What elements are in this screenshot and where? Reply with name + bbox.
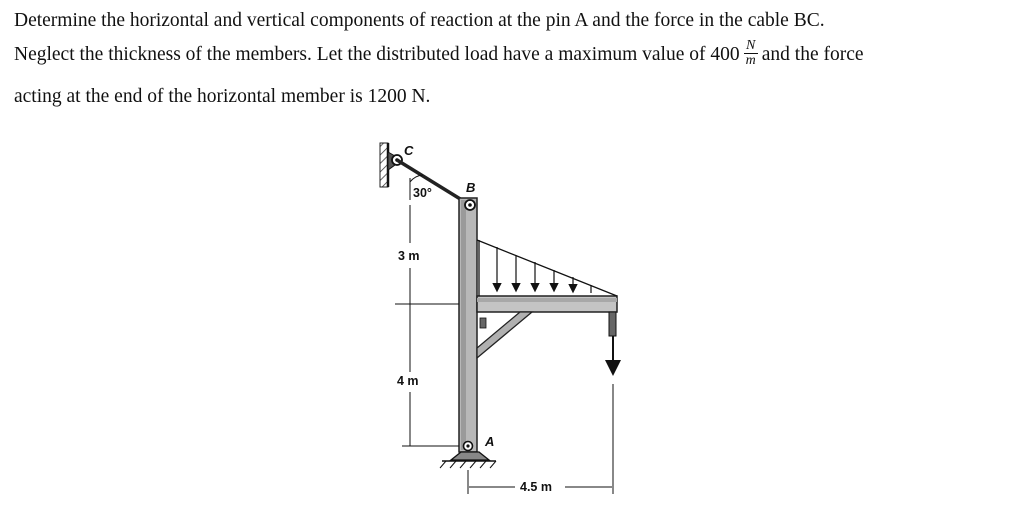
problem-line-1: Determine the horizontal and vertical components of reaction at the pin A and the force in the cable BC. <box>14 10 825 31</box>
problem-line-2-text: Neglect the thickness of the members. Let the distributed load have a maximum value of 400 <box>14 44 740 65</box>
pin-b <box>465 200 475 210</box>
problem-line-2-tail: and the force <box>761 44 864 65</box>
dimension-4-5m: 4.5 m <box>520 480 552 494</box>
unit-numerator: N <box>744 39 758 54</box>
dimension-4m: 4 m <box>397 374 419 388</box>
wall-support-c <box>380 143 388 187</box>
vertical-dimension <box>395 205 459 446</box>
distributed-load <box>477 240 617 296</box>
dimension-3m: 3 m <box>398 249 420 263</box>
end-force <box>609 312 616 372</box>
label-a: A <box>485 434 495 449</box>
unit-denominator: m <box>745 53 756 69</box>
problem-line-3: acting at the end of the horizontal member is 1200 N. <box>14 86 431 107</box>
label-c: C <box>404 143 414 158</box>
label-b: B <box>466 180 476 195</box>
angle-label: 30° <box>413 186 432 200</box>
